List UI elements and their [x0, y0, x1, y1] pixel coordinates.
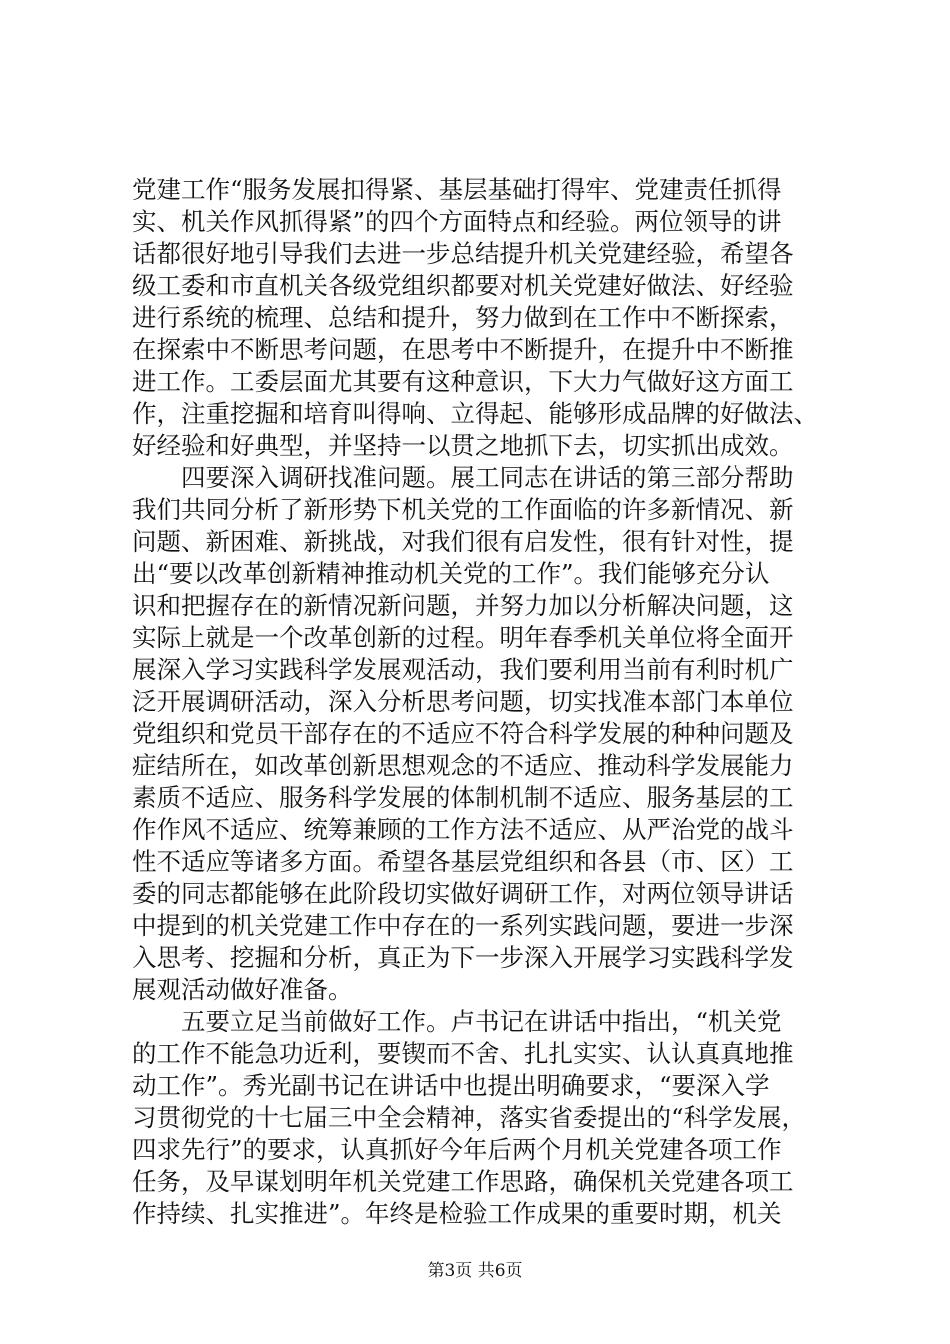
text-line: 中提到的机关党建工作中存在的一系列实践问题，要进一步深	[132, 911, 794, 940]
text-line: 党组织和党员干部存在的不适应不符合科学发展的种种问题及	[132, 719, 794, 748]
text-line: 的工作不能急功近利，要锲而不舍、扎扎实实、认认真真地推	[132, 1039, 794, 1068]
text-line: 入思考、挖掘和分析，真正为下一步深入开展学习实践科学发	[132, 943, 794, 972]
text-line: 实、机关作风抓得紧”的四个方面特点和经验。两位领导的讲	[132, 207, 782, 236]
text-line: 识和把握存在的新情况新问题，并努力加以分析解决问题，这	[132, 591, 794, 620]
text-line: 作作风不适应、统筹兼顾的工作方法不适应、从严治党的战斗	[132, 815, 794, 844]
text-line: 我们共同分析了新形势下机关党的工作面临的许多新情况、新	[132, 495, 794, 524]
text-line: 进工作。工委层面尤其要有这种意识，下大力气做好这方面工	[132, 367, 794, 396]
text-line: 性不适应等诸多方面。希望各基层党组织和各县（市、区）工	[132, 847, 794, 876]
text-line: 作持续、扎实推进”。年终是检验工作成果的重要时期，机关	[132, 1199, 782, 1228]
text-line: 在探索中不断思考问题，在思考中不断提升，在提升中不断推	[132, 335, 794, 364]
text-line: 委的同志都能够在此阶段切实做好调研工作，对两位领导讲话	[132, 879, 794, 908]
document-body	[132, 174, 832, 1230]
text-line: 出“要以改革创新精神推动机关党的工作”。我们能够充分认	[132, 559, 770, 588]
text-line: 展观活动做好准备。	[132, 975, 353, 1004]
text-line: 泛开展调研活动，深入分析思考问题，切实找准本部门本单位	[132, 687, 794, 716]
text-line: 实际上就是一个改革创新的过程。明年春季机关单位将全面开	[132, 623, 794, 652]
text-line: 素质不适应、服务科学发展的体制机制不适应、服务基层的工	[132, 783, 794, 812]
text-line: 进行系统的梳理、总结和提升，努力做到在工作中不断探索，	[132, 303, 794, 332]
text-line: 党建工作“服务发展扣得紧、基层基础打得牢、党建责任抓得	[132, 175, 782, 204]
text-line: 五要立足当前做好工作。卢书记在讲话中指出，“机关党	[132, 1007, 782, 1036]
text-line: 问题、新困难、新挑战，对我们很有启发性，很有针对性，提	[132, 527, 794, 556]
text-line: 作，注重挖掘和培育叫得响、立得起、能够形成品牌的好做法、	[132, 399, 818, 428]
text-line: 四求先行”的要求，认真抓好今年后两个月机关党建各项工作	[132, 1135, 782, 1164]
text-line: 动工作”。秀光副书记在讲话中也提出明确要求，“要深入学	[132, 1071, 770, 1100]
text-line: 症结所在，如改革创新思想观念的不适应、推动科学发展能力	[132, 751, 794, 780]
text-line: 任务，及早谋划明年机关党建工作思路，确保机关党建各项工	[132, 1167, 794, 1196]
page-footer: 第3页 共6页	[427, 1261, 523, 1281]
text-line: 好经验和好典型，并坚持一以贯之地抓下去，切实抓出成效。	[132, 431, 794, 460]
text-line: 展深入学习实践科学发展观活动，我们要利用当前有利时机广	[132, 655, 794, 684]
text-line: 话都很好地引导我们去进一步总结提升机关党建经验，希望各	[132, 239, 794, 268]
text-line: 四要深入调研找准问题。展工同志在讲话的第三部分帮助	[132, 463, 794, 492]
text-line: 习贯彻党的十七届三中全会精神，落实省委提出的“科学发展，	[132, 1103, 807, 1132]
text-line: 级工委和市直机关各级党组织都要对机关党建好做法、好经验	[132, 271, 794, 300]
